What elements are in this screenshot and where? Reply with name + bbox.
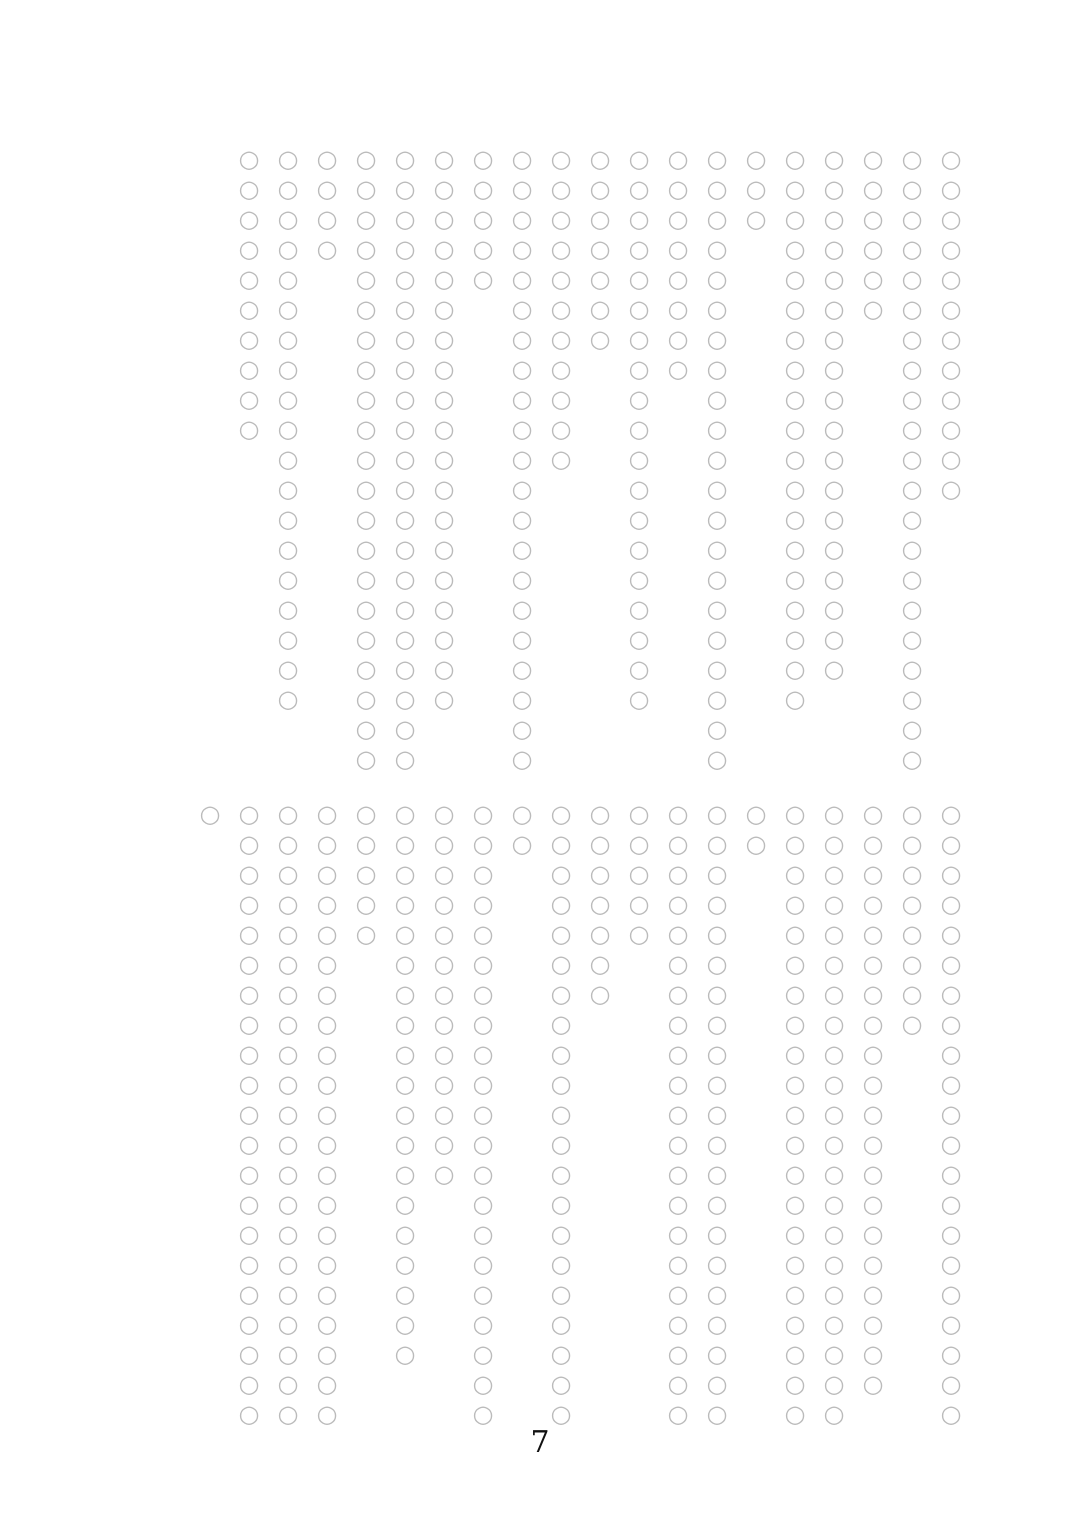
- text-line: ○○○○: [313, 145, 341, 265]
- text-block-bottom: [190, 800, 970, 1430]
- text-line: ○○○○○○○○○○○○○○○○○○○○○: [508, 145, 536, 775]
- text-line: ○○: [508, 800, 536, 860]
- text-line: ○○○○○○○○○○○: [547, 145, 575, 475]
- text-line: ○○○○○○○: [586, 145, 614, 355]
- text-line: ○○○○○○○○: [664, 145, 692, 385]
- text-line: ○○○○○○○○○○○○○○○○○○○○○: [469, 800, 497, 1430]
- text-line: ○○○○○: [352, 800, 380, 950]
- text-line: ○○○○○○○○○○○○○○○○○○: [820, 145, 848, 685]
- text-line: ○○○○○○○○○○: [235, 145, 263, 445]
- text-line: ○○○○○○○○○○○○○○○○○○○○○: [313, 800, 341, 1430]
- text-line: ○○○○○○○○○○○○○○○○○○○: [625, 145, 653, 715]
- text-line: ○○○○○○○○○○○○○○○○○○○○○: [781, 800, 809, 1430]
- text-line: ○○: [742, 800, 770, 860]
- text-line: ○○○○○○○○○○○○○○○○○○○○○: [235, 800, 263, 1430]
- text-line: ○○○○○○○○○○○○○○○○○○○○: [859, 800, 887, 1400]
- text-line: ○○○○○○○○○○○○○○○○○○○○○: [703, 800, 731, 1430]
- text-line: ○: [196, 800, 224, 830]
- text-line: ○○○○○○○○○○○○○○○○○○○○○: [391, 145, 419, 775]
- text-line: ○○○○○○○○○○○○○○○○○○○○○: [937, 800, 965, 1430]
- text-line: ○○○○○○○○○○○○○○○○○○○○○: [820, 800, 848, 1430]
- text-line: ○○○○○○○○○○○○○○○○○○○: [274, 145, 302, 715]
- text-line: ○○○○○○○○○○○○○○○○○○○○○: [352, 145, 380, 775]
- text-line: ○○○○○○○○○○○○: [937, 145, 965, 505]
- text-line: ○○○○○○○○○○○○○○○○○○○○○: [664, 800, 692, 1430]
- text-line: ○○○○○: [469, 145, 497, 295]
- text-line: ○○○○○○: [859, 145, 887, 325]
- text-line: ○○○: [742, 145, 770, 235]
- text-line: ○○○○○: [625, 800, 653, 950]
- text-line: ○○○○○○○○○○○○○: [430, 800, 458, 1190]
- text-line: ○○○○○○○○○○○○○○○○○○○○○: [703, 145, 731, 775]
- text-line: ○○○○○○○: [586, 800, 614, 1010]
- text-line: ○○○○○○○○○○○○○○○○○○○○○: [898, 145, 926, 775]
- text-block-top: [229, 145, 970, 775]
- text-line: ○○○○○○○○○○○○○○○○○○○: [391, 800, 419, 1370]
- text-line: ○○○○○○○○: [898, 800, 926, 1040]
- page-number: 7: [530, 1425, 550, 1460]
- text-line: ○○○○○○○○○○○○○○○○○○○○○: [547, 800, 575, 1430]
- text-line: ○○○○○○○○○○○○○○○○○○○: [430, 145, 458, 715]
- text-line: ○○○○○○○○○○○○○○○○○○○○○: [274, 800, 302, 1430]
- text-line: ○○○○○○○○○○○○○○○○○○○: [781, 145, 809, 715]
